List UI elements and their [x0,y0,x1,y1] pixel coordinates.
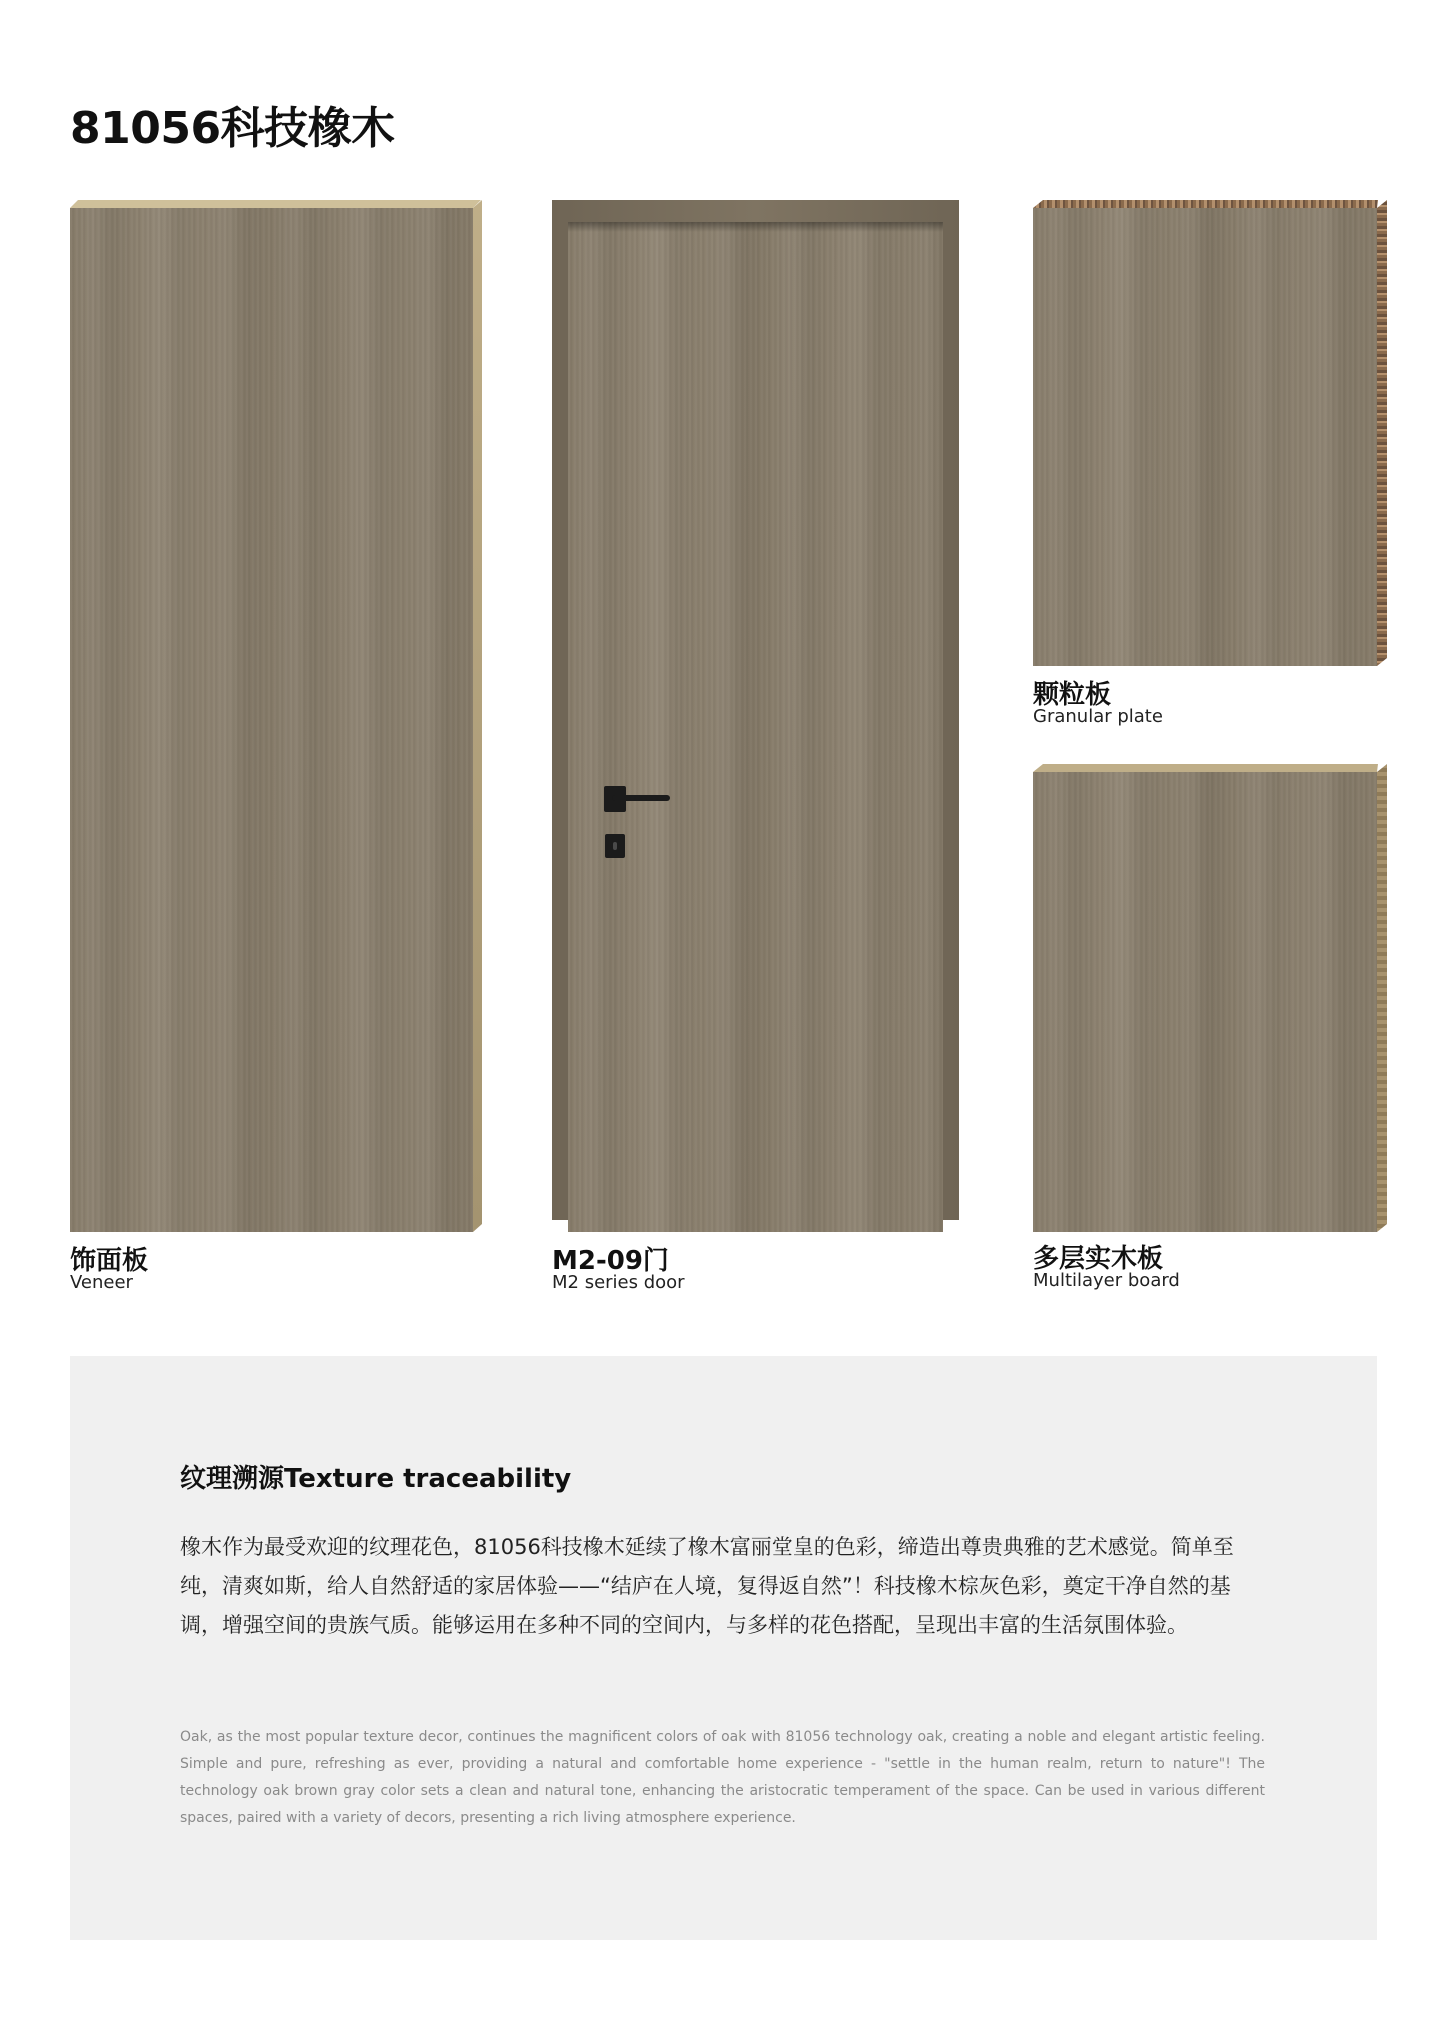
door-frame-foot-right [943,1220,959,1232]
door-leaf-image [568,222,943,1232]
door-handle-lever [612,795,670,801]
granular-plate-image [1033,208,1377,666]
multilayer-name-en: Multilayer board [1033,1270,1180,1291]
page-title: 81056科技橡木 [70,103,395,154]
granular-name-cn: 颗粒板 [1033,680,1112,710]
granular-side-edge [1377,200,1387,666]
veneer-name-en: Veneer [70,1272,133,1293]
info-panel [70,1356,1377,1940]
multilayer-top-edge [1033,764,1378,772]
info-title: 纹理溯源Texture traceability [180,1464,572,1494]
granular-name-en: Granular plate [1033,706,1163,727]
door-name-en: M2 series door [552,1272,685,1293]
multilayer-side-edge [1377,764,1387,1232]
door-frame-foot-left [552,1220,568,1232]
door-keyhole [613,842,617,850]
veneer-name-cn: 饰面板 [70,1246,149,1276]
info-body-en: Oak, as the most popular texture decor, continues the magnificent colors of oak with 81056 technology oak, creating a noble and elegant artistic feeling. Simple and pure, refreshing as ever, providing a natural and comfortable home experience - "settle in the human realm, return to nature"! The technology oak brown gray color sets a clean and natural tone, enhancing the aristocratic temperament of the space. Can be used in various different spaces, paired with a variety of decors, presenting a rich living atmosphere experience. [180,1729,1265,1826]
info-body-cn: 橡木作为最受欢迎的纹理花色，81056科技橡木延续了橡木富丽堂皇的色彩，缔造出尊贵典雅的艺术感觉。简单至纯，清爽如斯，给人自然舒适的家居体验——“结庐在人境，复得返自然”！科技橡木棕灰色彩，奠定干净自然的基调，增强空间的贵族气质。能够运用在多种不同的空间内，与多样的花色搭配，呈现出丰富的生活氛围体验。 [180,1535,1234,1637]
veneer-top-edge [70,200,481,208]
door-name-cn: M2-09门 [552,1246,669,1276]
veneer-panel-image [70,208,473,1232]
veneer-side-edge [473,200,482,1232]
multilayer-board-image [1033,772,1377,1232]
multilayer-name-cn: 多层实木板 [1033,1244,1164,1274]
granular-top-edge [1033,200,1378,208]
door-top-shadow [568,222,943,232]
